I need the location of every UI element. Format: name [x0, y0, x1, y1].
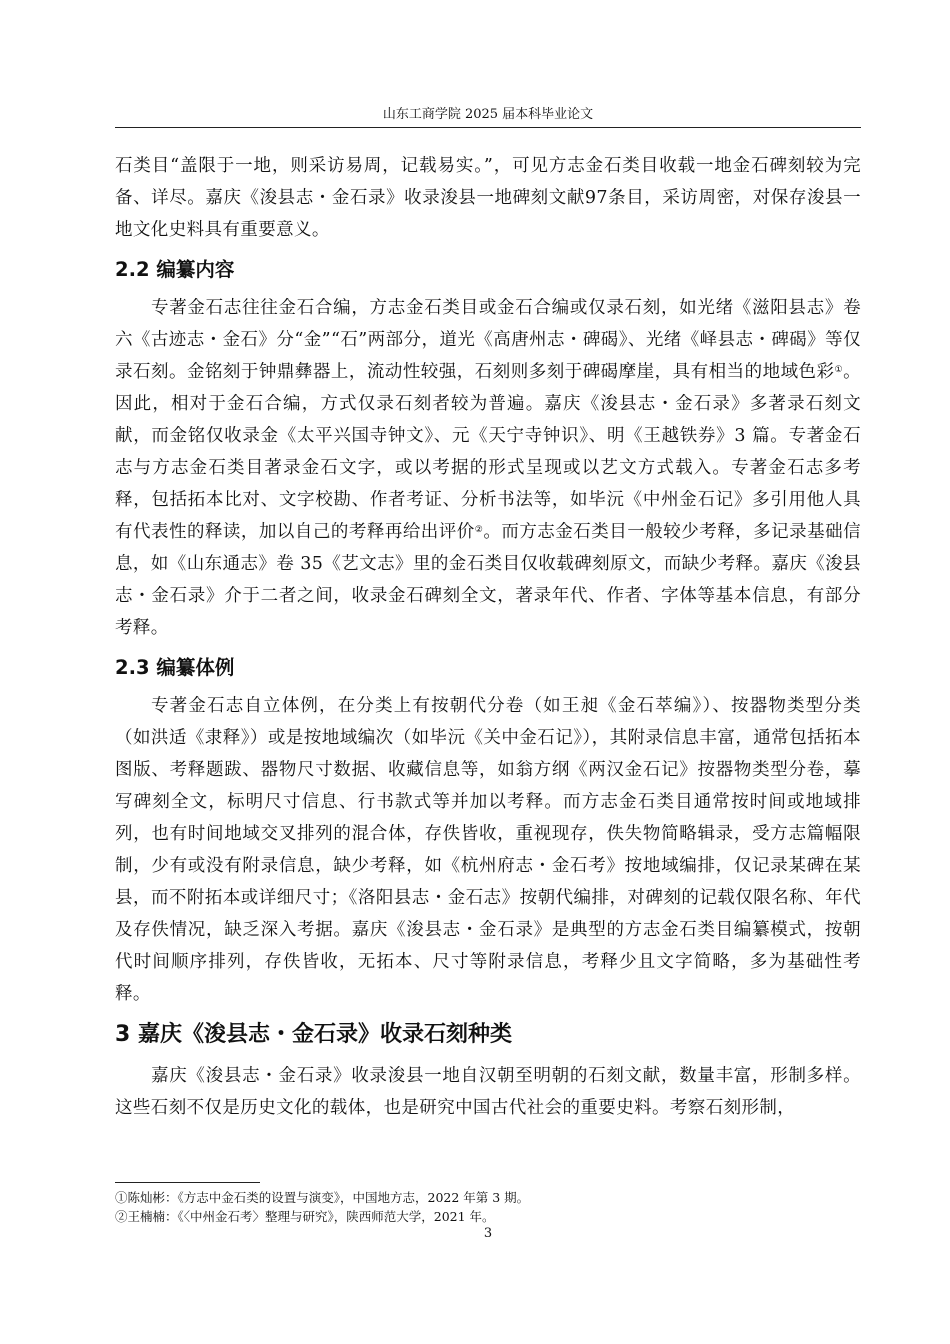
footnote-rule: [115, 1182, 260, 1183]
running-header: 山东工商学院 2025 届本科毕业论文: [382, 107, 594, 122]
footnote-ref-1: ①: [834, 365, 844, 375]
page-number: 3: [483, 1226, 493, 1241]
body-text: [115, 150, 861, 1124]
intro-paragraph: 石类目“盖限于一地，则采访易周，记载易实。”，可见方志金石类目收载一地金石碑刻较为完备、详尽。嘉庆《浚县志・金石录》收录浚县一地碑刻文献97条目，采访周密，对保存浚县一地文化史料具有重要意义。: [115, 156, 861, 240]
paragraph-2-2-part-3: 。而方志金石类目一般较少考释，多记录基础信息，如《山东通志》卷 35《艺文志》里的金石类目仅收载碑刻原文，而缺少考释。嘉庆《浚县志・金石录》介于二者之间，收录金石碑刻全文，著录年代、作者、字体等基本信息，有部分考释。: [115, 522, 862, 638]
header-rule: [115, 127, 861, 128]
paragraph-2-3: 专著金石志自立体例，在分类上有按朝代分卷（如王昶《金石萃编》）、按器物类型分类（如洪适《隶释》）或是按地域编次（如毕沅《关中金石记》），其附录信息丰富，通常包括拓本图版、考释题跋、器物尺寸数据、收藏信息等，如翁方纲《两汉金石记》按器物类型分卷，摹写碑刻全文，标明尺寸信息、行书款式等并加以考释。而方志金石类目通常按时间或地域排列，也有时间地域交叉排列的混合体，存佚皆收，重视现存，佚失物简略辑录，受方志篇幅限制，少有或没有附录信息，缺少考释，如《杭州府志・金石考》按地域编排，仅记录某碑在某县，而不附拓本或详细尺寸；《洛阳县志・金石志》按朝代编排，对碑刻的记载仅限名称、年代及存佚情况，缺乏深入考据。嘉庆《浚县志・金石录》是典型的方志金石类目编纂模式，按朝代时间顺序排列，存佚皆收，无拓本、尺寸等附录信息，考释少且文字简略，多为基础性考释。: [115, 696, 861, 1004]
footnotes: [115, 1188, 861, 1226]
footnote-1: ①陈灿彬：《方志中金石类的设置与演变》，中国地方志，2022 年第 3 期。: [115, 1190, 530, 1205]
paragraph-2-2-part-1: 专著金石志往往金石合编，方志金石类目或金石合编或仅录石刻，如光绪《滋阳县志》卷六《古迹志・金石》分“金”“石”两部分，道光《高唐州志・碑碣》、光绪《峄县志・碑碣》等仅录石刻。金铭刻于钟鼎彝器上，流动性较强，石刻则多刻于碑碣摩崖，具有相当的地域色彩: [115, 298, 861, 382]
chapter-heading-3: 3 嘉庆《浚县志・金石录》收录石刻种类: [115, 1022, 512, 1047]
paragraph-2-2-part-2: 。因此，相对于金石合编，方式仅录石刻者较为普遍。嘉庆《浚县志・金石录》多著录石刻文献，而金铭仅收录金《太平兴国寺钟文》、元《天宁寺钟识》、明《王越铁券》3 篇。专著金石志与方志金石类目著录金石文字，或以考据的形式呈现或以艺文方式载入。专著金石志多考释，包括拓本比对、文字校勘、作者考证、分析书法等，如毕沅《中州金石记》多引用他人具有代表性的释读，加以自己的考释再给出评价: [115, 362, 862, 542]
section-heading-2-3: 2.3 编纂体例: [115, 656, 235, 679]
footnote-ref-2: ②: [474, 525, 484, 535]
paragraph-3: 嘉庆《浚县志・金石录》收录浚县一地自汉朝至明朝的石刻文献，数量丰富，形制多样。这些石刻不仅是历史文化的载体，也是研究中国古代社会的重要史料。考察石刻形制，: [115, 1066, 861, 1118]
footnote-2: ②王楠楠：《〈中州金石考〉整理与研究》，陕西师范大学，2021 年。: [115, 1209, 495, 1224]
section-heading-2-2: 2.2 编纂内容: [115, 258, 235, 281]
paragraph-2-2: [115, 292, 861, 644]
